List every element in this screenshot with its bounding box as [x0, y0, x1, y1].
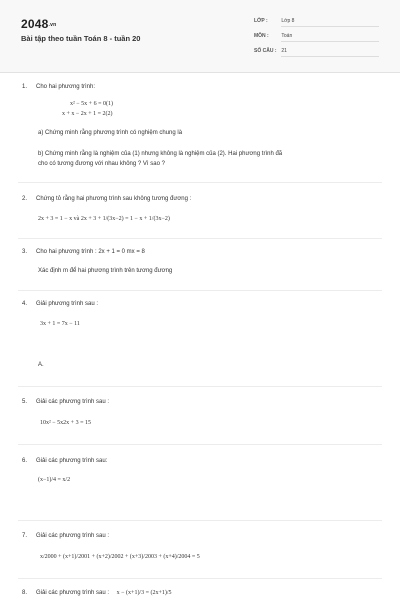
equation: (x−1)/4 = x/2 [38, 477, 71, 483]
logo[interactable] [21, 17, 56, 31]
question-number: 7. [22, 533, 28, 539]
question-8 [22, 589, 172, 597]
question-number: 2. [22, 196, 28, 202]
question-2 [22, 195, 191, 203]
meta-value: Lớp 8 [281, 18, 379, 27]
meta-key: MÔN : [254, 33, 269, 39]
question-number: 3. [22, 249, 28, 255]
question-text: Cho hai phương trình : 2x + 1 = 0 mx = 8 [36, 249, 145, 255]
question-7 [22, 532, 109, 540]
question-text: Chứng tỏ rằng hai phương trình sau không tương đương : [36, 196, 192, 202]
question-number: 4. [22, 301, 28, 307]
divider [18, 520, 382, 521]
part-b: b) Chứng minh rằng là nghiệm của (1) nhưng không là nghiệm của (2). Hai phương trình đã [38, 151, 283, 157]
meta-count [254, 48, 379, 57]
meta-value: 21 [281, 48, 379, 57]
equation: x − (x+1)/3 = (2x+1)/5 [116, 590, 172, 596]
answer-label: A. [38, 362, 44, 368]
logo-text: 2048 [21, 17, 49, 31]
question-text: Giải phương trình sau : [36, 301, 98, 307]
divider [18, 290, 382, 291]
question-text: Cho hai phương trình: [36, 84, 95, 90]
equation: 10x² − 5x2x + 3 = 15 [40, 420, 91, 426]
logo-suffix: .vn [48, 21, 57, 28]
divider [18, 238, 382, 239]
meta-key: LỚP : [254, 18, 268, 24]
question-number: 6. [22, 458, 28, 464]
equation: x² − 5x + 6 = 0(1) [70, 101, 113, 107]
equation: x/2000 + (x+1)/2001 + (x+2)/2002 + (x+3)/2003 + (x+4)/2004 = 5 [40, 554, 200, 560]
divider [18, 182, 382, 183]
meta-subject [254, 33, 379, 42]
divider [18, 444, 382, 445]
part-a: a) Chứng minh rằng phương trình có nghiệm chung là [38, 130, 183, 136]
question-subtext: Xác định m để hai phương trình trên tương đương [38, 268, 173, 274]
question-text: Giải các phương trình sau : [36, 533, 109, 539]
question-1 [22, 83, 95, 91]
page-title: Bài tập theo tuần Toán 8 - tuần 20 [21, 34, 141, 43]
meta-key: SỐ CÂU : [254, 48, 277, 54]
divider [18, 386, 382, 387]
question-3 [22, 248, 145, 256]
question-text: Giải các phương trình sau : [36, 590, 109, 596]
question-text: Giải các phương trình sau: [36, 458, 108, 464]
question-number: 8. [22, 590, 28, 596]
header [0, 0, 400, 73]
question-4 [22, 300, 98, 308]
question-text: Giải các phương trình sau : [36, 399, 109, 405]
meta-value: Toán [281, 33, 379, 42]
equation: x + x − 2x + 1 = 2(2) [62, 111, 113, 117]
equation: 2x + 3 = 1 − x và 2x + 3 + 1/(3x−2) = 1 − x + 1/(3x−2) [38, 216, 170, 222]
question-5 [22, 398, 109, 406]
question-number: 5. [22, 399, 28, 405]
equation: 3x + 1 = 7x − 11 [40, 321, 80, 327]
question-6 [22, 457, 107, 465]
part-b-cont: cho có tương đương với nhau không ? Vì sao ? [38, 161, 165, 167]
divider [18, 578, 382, 579]
question-number: 1. [22, 84, 28, 90]
meta-class [254, 18, 379, 27]
